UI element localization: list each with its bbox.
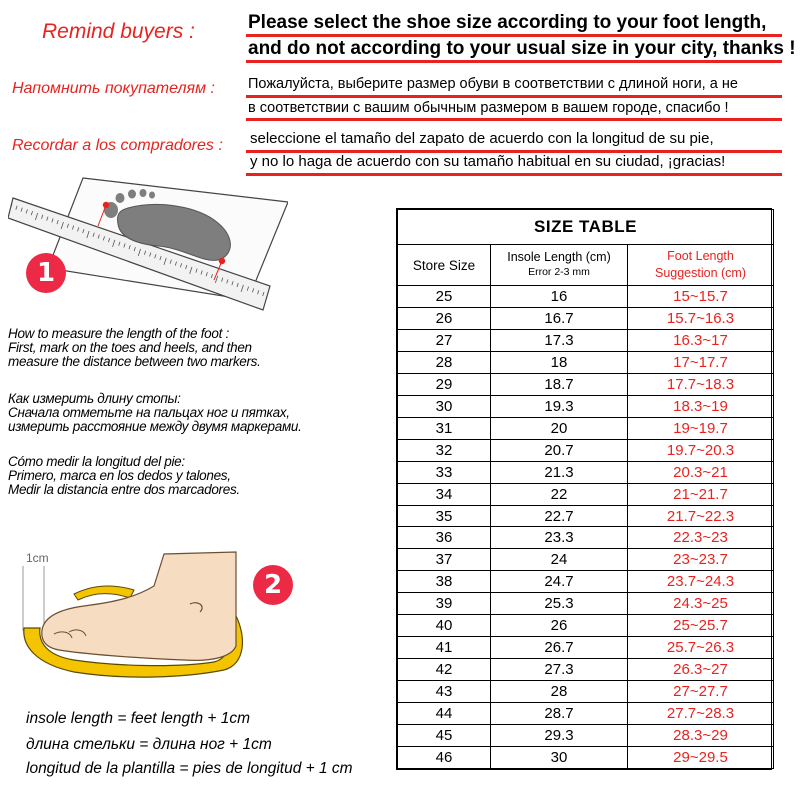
- insole-length-cell: 28.7: [491, 703, 628, 725]
- store-size-cell: 35: [398, 505, 491, 527]
- foot-length-cell: 17~17.7: [628, 351, 774, 373]
- foot-on-ruler-icon: [8, 168, 288, 328]
- notice-es-line-1: seleccione el tamaño del zapato de acuerdo con la longitud de su pie,: [250, 130, 714, 147]
- table-row: [398, 483, 774, 505]
- header-insole-length: [491, 245, 628, 286]
- insole-length-cell: 21.3: [491, 461, 628, 483]
- store-size-cell: 36: [398, 527, 491, 549]
- store-size-cell: 40: [398, 615, 491, 637]
- header-store-size: Store Size: [398, 245, 491, 286]
- remind-buyers-label-ru: Напомнить покупателям :: [12, 80, 215, 97]
- table-row: [398, 505, 774, 527]
- store-size-cell: 42: [398, 659, 491, 681]
- table-row: [398, 703, 774, 725]
- remind-buyers-label-es: Recordar a los compradores :: [12, 137, 223, 154]
- header-foot-line-2: Suggestion (cm): [654, 266, 746, 280]
- table-row: [398, 659, 774, 681]
- howto-line: Medir la distancia entre dos marcadores.: [8, 482, 240, 497]
- store-size-cell: 45: [398, 725, 491, 747]
- table-row: [398, 439, 774, 461]
- insole-length-cell: 18: [491, 351, 628, 373]
- store-size-cell: 38: [398, 571, 491, 593]
- foot-length-cell: 26.3~27: [628, 659, 774, 681]
- store-size-cell: 31: [398, 417, 491, 439]
- insole-length-cell: 28: [491, 681, 628, 703]
- notice-underline: [246, 60, 782, 63]
- notice-en-line-1: Please select the shoe size according to your foot length,: [248, 12, 767, 33]
- notice-underline: [246, 34, 782, 37]
- foot-length-cell: 21~21.7: [628, 483, 774, 505]
- howto-measure-es: [8, 455, 240, 497]
- foot-length-cell: 22.3~23: [628, 527, 774, 549]
- insole-length-cell: 23.3: [491, 527, 628, 549]
- store-size-cell: 33: [398, 461, 491, 483]
- step-2-badge: 2: [253, 565, 293, 605]
- remind-buyers-label-en: Remind buyers :: [42, 20, 195, 43]
- foot-length-cell: 18.3~19: [628, 395, 774, 417]
- notice-ru-line-1: Пожалуйста, выберите размер обуви в соответствии с длиной ноги, а не: [248, 76, 738, 92]
- table-row: [398, 329, 774, 351]
- insole-length-cell: 22.7: [491, 505, 628, 527]
- formula-en: insole length = feet length + 1cm: [26, 710, 251, 727]
- notice-en-line-2: and do not according to your usual size in your city, thanks !: [248, 38, 796, 59]
- table-row: [398, 615, 774, 637]
- store-size-cell: 28: [398, 351, 491, 373]
- foot-length-cell: 15~15.7: [628, 286, 774, 308]
- insole-length-cell: 16: [491, 286, 628, 308]
- insole-length-cell: 19.3: [491, 395, 628, 417]
- insole-length-cell: 20.7: [491, 439, 628, 461]
- insole-length-cell: 22: [491, 483, 628, 505]
- table-row: [398, 747, 774, 769]
- notice-underline: [246, 173, 782, 176]
- insole-length-cell: 17.3: [491, 329, 628, 351]
- size-table-title: SIZE TABLE: [398, 210, 774, 245]
- store-size-cell: 30: [398, 395, 491, 417]
- howto-line: Primero, marca en los dedos y talones,: [8, 468, 231, 483]
- foot-length-cell: 25.7~26.3: [628, 637, 774, 659]
- insole-length-cell: 29.3: [491, 725, 628, 747]
- foot-length-cell: 19~19.7: [628, 417, 774, 439]
- notice-es-line-2: y no lo haga de acuerdo con su tamaño habitual en su ciudad, ¡gracias!: [250, 153, 726, 170]
- howto-measure-ru: [8, 392, 302, 434]
- notice-underline: [246, 95, 782, 98]
- howto-line: measure the distance between two markers.: [8, 354, 261, 369]
- foot-length-cell: 19.7~20.3: [628, 439, 774, 461]
- header-insole-label: Insole Length (cm): [507, 250, 611, 264]
- insole-length-cell: 24: [491, 549, 628, 571]
- header-foot-line-1: Foot Length: [667, 249, 734, 263]
- insole-length-cell: 26: [491, 615, 628, 637]
- header-foot-length: [628, 245, 774, 286]
- formula-es: longitud de la plantilla = pies de longitud + 1 cm: [26, 760, 353, 777]
- header-insole-note: Error 2-3 mm: [528, 266, 590, 278]
- table-row: [398, 373, 774, 395]
- size-table-container: [396, 208, 772, 770]
- insole-length-cell: 26.7: [491, 637, 628, 659]
- store-size-cell: 39: [398, 593, 491, 615]
- store-size-cell: 44: [398, 703, 491, 725]
- store-size-cell: 41: [398, 637, 491, 659]
- foot-length-cell: 23.7~24.3: [628, 571, 774, 593]
- howto-line: First, mark on the toes and heels, and then: [8, 340, 252, 355]
- howto-line: Сначала отметьте на пальцах ног и пятках,: [8, 405, 290, 420]
- one-cm-label: 1cm: [26, 551, 49, 565]
- insole-length-cell: 16.7: [491, 307, 628, 329]
- foot-length-cell: 16.3~17: [628, 329, 774, 351]
- foot-length-cell: 27~27.7: [628, 681, 774, 703]
- foot-length-cell: 24.3~25: [628, 593, 774, 615]
- foot-length-cell: 20.3~21: [628, 461, 774, 483]
- store-size-cell: 25: [398, 286, 491, 308]
- table-row: [398, 417, 774, 439]
- foot-length-cell: 21.7~22.3: [628, 505, 774, 527]
- table-row: [398, 637, 774, 659]
- store-size-cell: 32: [398, 439, 491, 461]
- table-row: [398, 681, 774, 703]
- howto-line: измерить расстояние между двумя маркерами.: [8, 419, 302, 434]
- table-row: [398, 351, 774, 373]
- foot-length-cell: 25~25.7: [628, 615, 774, 637]
- step-1-badge: 1: [26, 253, 66, 293]
- table-row: [398, 527, 774, 549]
- insole-length-cell: 20: [491, 417, 628, 439]
- store-size-cell: 43: [398, 681, 491, 703]
- table-row: [398, 461, 774, 483]
- store-size-cell: 34: [398, 483, 491, 505]
- howto-line: Как измерить длину стопы:: [8, 391, 181, 406]
- table-row: [398, 307, 774, 329]
- table-row: [398, 286, 774, 308]
- insole-length-cell: 30: [491, 747, 628, 769]
- foot-length-cell: 15.7~16.3: [628, 307, 774, 329]
- store-size-cell: 27: [398, 329, 491, 351]
- foot-length-cell: 23~23.7: [628, 549, 774, 571]
- formula-ru: длина стельки = длина ног + 1cm: [26, 736, 272, 753]
- foot-length-cell: 17.7~18.3: [628, 373, 774, 395]
- table-row: [398, 725, 774, 747]
- foot-length-cell: 28.3~29: [628, 725, 774, 747]
- howto-measure-en: [8, 327, 261, 369]
- store-size-cell: 37: [398, 549, 491, 571]
- foot-length-cell: 29~29.5: [628, 747, 774, 769]
- store-size-cell: 46: [398, 747, 491, 769]
- foot-length-cell: 27.7~28.3: [628, 703, 774, 725]
- insole-length-cell: 25.3: [491, 593, 628, 615]
- howto-line: Cómo medir la longitud del pie:: [8, 454, 185, 469]
- insole-length-cell: 27.3: [491, 659, 628, 681]
- table-row: [398, 593, 774, 615]
- notice-ru-line-2: в соответствии с вашим обычным размером в вашем городе, спасибо !: [248, 100, 729, 116]
- insole-length-cell: 18.7: [491, 373, 628, 395]
- insole-length-cell: 24.7: [491, 571, 628, 593]
- foot-in-shoe-icon: [14, 546, 254, 686]
- table-row: [398, 395, 774, 417]
- howto-line: How to measure the length of the foot :: [8, 326, 229, 341]
- store-size-cell: 29: [398, 373, 491, 395]
- table-row: [398, 549, 774, 571]
- notice-underline: [246, 118, 782, 121]
- store-size-cell: 26: [398, 307, 491, 329]
- table-row: [398, 571, 774, 593]
- size-table: [397, 209, 774, 769]
